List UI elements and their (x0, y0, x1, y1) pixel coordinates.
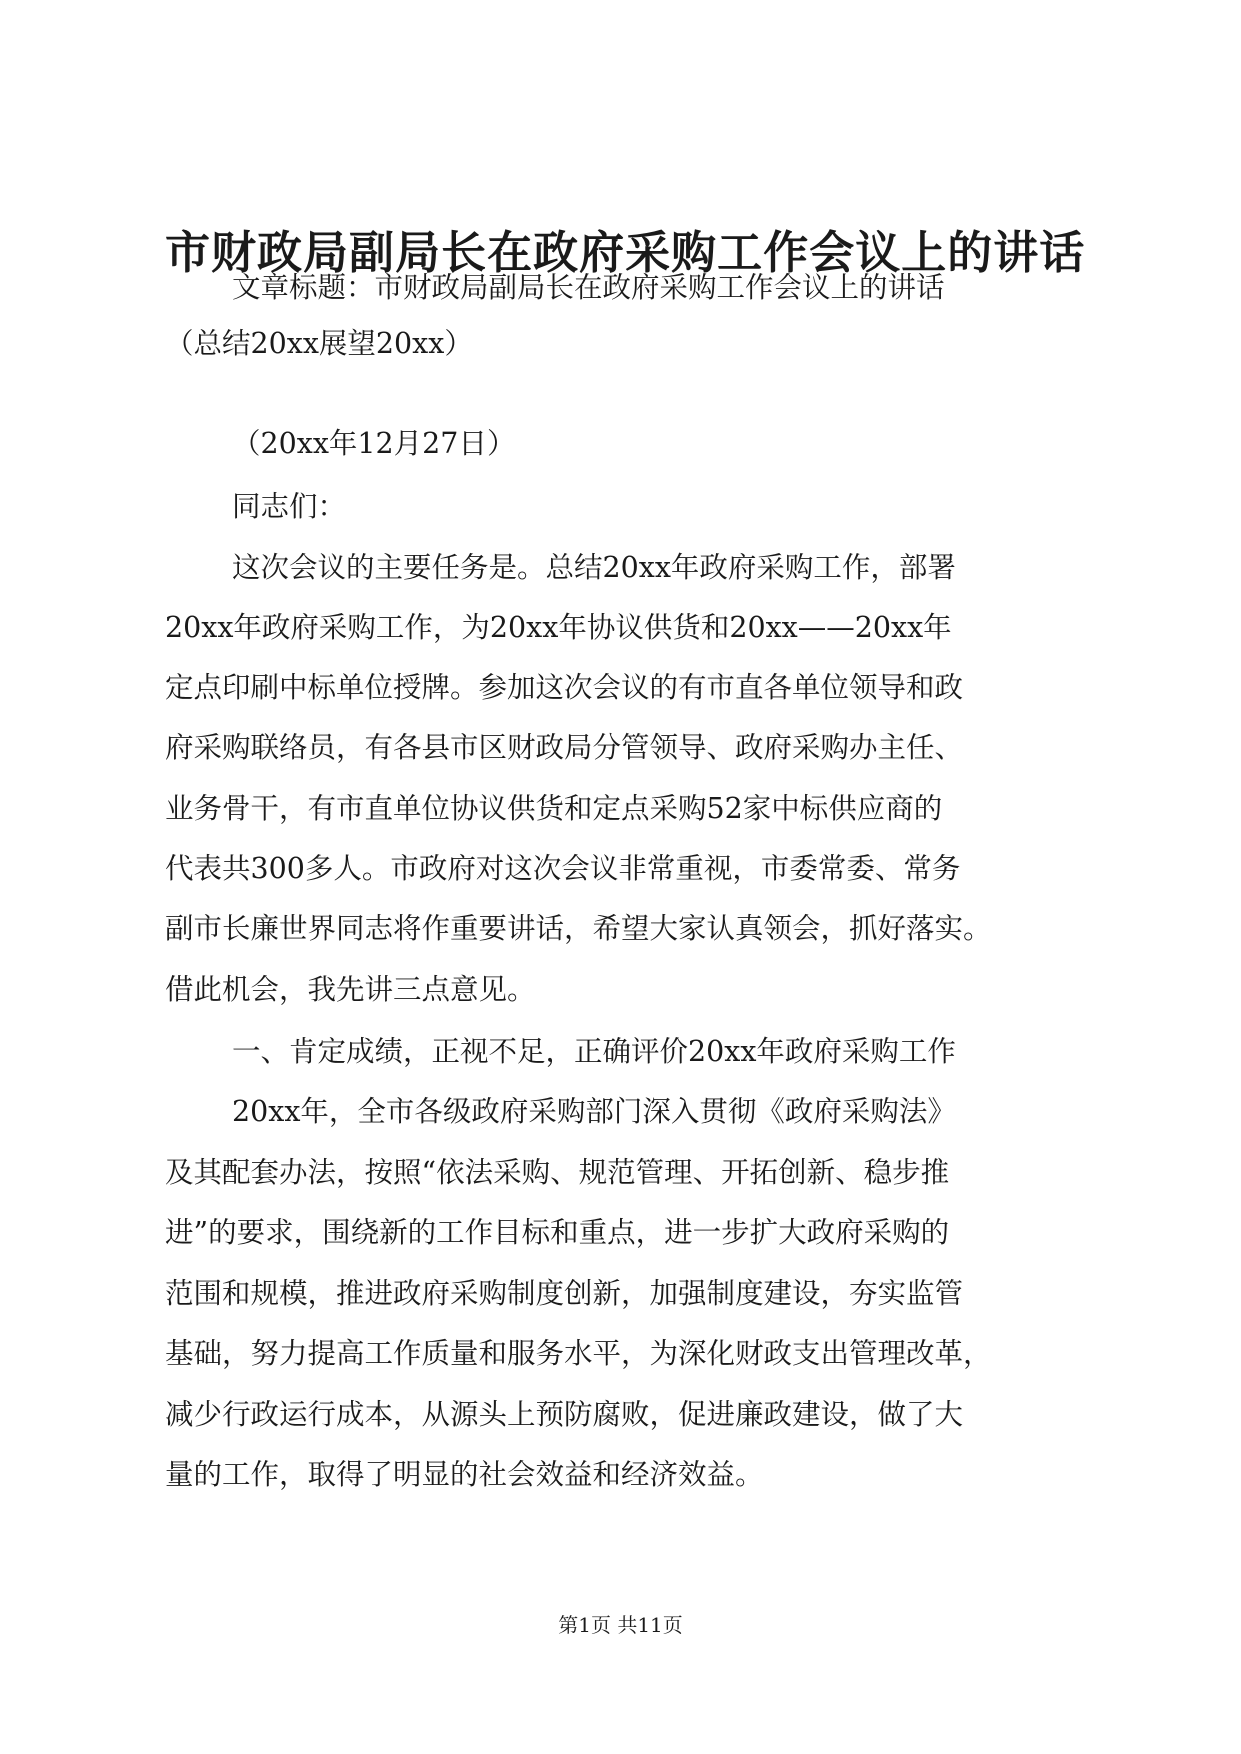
paragraph-line: 范围和规模，推进政府采购制度创新，加强制度建设，夯实监管 (165, 1277, 964, 1310)
article-title-line: 文章标题：市财政局副局长在政府采购工作会议上的讲话 (232, 271, 945, 304)
salutation-line: 同志们： (232, 490, 347, 523)
paragraph-line: 20xx年，全市各级政府采购部门深入贯彻《政府采购法》 (232, 1095, 956, 1128)
section-heading-line: 一、肯定成绩，正视不足，正确评价20xx年政府采购工作 (232, 1035, 956, 1068)
date-line: （20xx年12月27日） (232, 427, 516, 460)
paragraph-line: 量的工作，取得了明显的社会效益和经济效益。 (165, 1458, 764, 1491)
page-number-footer: 第1页 共11页 (558, 1613, 683, 1637)
paragraph-line: 这次会议的主要任务是。总结20xx年政府采购工作，部署 (232, 551, 956, 584)
paragraph-line: 副市长廉世界同志将作重要讲话，希望大家认真领会，抓好落实。 (165, 912, 992, 945)
paragraph-line: 进”的要求，围绕新的工作目标和重点，进一步扩大政府采购的 (165, 1216, 950, 1249)
paragraph-line: 府采购联络员，有各县市区财政局分管领导、政府采购办主任、 (165, 731, 964, 764)
document-title: 市财政局副局长在政府采购工作会议上的讲话 (165, 226, 1086, 279)
paragraph-line: 定点印刷中标单位授牌。参加这次会议的有市直各单位领导和政 (165, 671, 964, 704)
paragraph-line: 及其配套办法，按照“依法采购、规范管理、开拓创新、稳步推 (165, 1156, 950, 1189)
paragraph-line: 减少行政运行成本，从源头上预防腐败，促进廉政建设，做了大 (165, 1398, 964, 1431)
paragraph-line: 代表共300多人。市政府对这次会议非常重视，市委常委、常务 (165, 852, 961, 885)
paragraph-line: 20xx年政府采购工作，为20xx年协议供货和20xx——20xx年 (165, 611, 952, 644)
paragraph-line: 基础，努力提高工作质量和服务水平，为深化财政支出管理改革， (165, 1337, 992, 1370)
paragraph-line: 借此机会，我先讲三点意见。 (165, 973, 536, 1006)
summary-note-line: （总结20xx展望20xx） (165, 327, 473, 360)
paragraph-line: 业务骨干，有市直单位协议供货和定点采购52家中标供应商的 (165, 792, 943, 825)
